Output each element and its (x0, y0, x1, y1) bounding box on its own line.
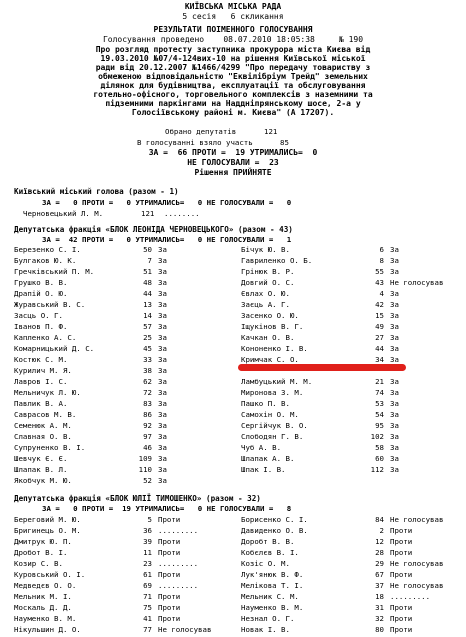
deputy-number: 102 (370, 432, 384, 441)
table-row (0, 333, 466, 344)
participated-label: В голосуванні взяло участь (137, 138, 253, 147)
deputy-name: Новак І. В. (241, 625, 290, 634)
totals-line: ЗА = 66 ПРОТИ = 19 УТРИМАЛИСЬ= 0 (148, 148, 318, 157)
deputy-number: 7 (147, 256, 152, 265)
deputy-vote: За (390, 344, 399, 353)
subject-line: 19.03.2010 №07/4-124вих-10 на рішення Київської міської (100, 54, 366, 63)
deputy-name: Кримчак С. О. (241, 355, 299, 364)
deputy-number: 43 (375, 278, 384, 287)
deputy-vote: За (158, 476, 167, 485)
deputy-number: 110 (138, 465, 152, 474)
deputy-vote: Не голосував (390, 278, 444, 287)
deputy-number: 77 (143, 625, 152, 634)
deputy-vote: За (158, 311, 167, 320)
deputy-number: 8 (379, 256, 384, 265)
deputy-vote: За (158, 300, 167, 309)
table-row (0, 399, 466, 410)
deputy-vote: ......... (390, 592, 431, 601)
table-row (0, 581, 466, 592)
participated-value: 85 (280, 138, 289, 147)
deputy-name: Мелікова Т. І. (241, 581, 304, 590)
deputy-name: Бригинець О. М. (14, 526, 81, 535)
deputy-number: 36 (143, 526, 152, 535)
deputy-number: 54 (375, 410, 384, 419)
deputy-number: 75 (143, 603, 152, 612)
deputy-number: 6 (379, 245, 384, 254)
deputy-name: Мельник С. М. (241, 592, 299, 601)
deputy-vote: Не голосував (390, 581, 444, 590)
deputy-vote: За (158, 432, 167, 441)
deputy-name: Мельник М. І. (14, 592, 72, 601)
deputy-vote: За (390, 465, 399, 474)
table-row (0, 278, 466, 289)
deputy-vote: Проти (158, 515, 181, 524)
deputy-vote: За (390, 267, 399, 276)
deputy-vote: За (158, 355, 167, 364)
deputy-name: Бічук Ю. В. (241, 245, 290, 254)
deputy-number: 80 (375, 625, 384, 634)
deputy-name: Куровський О. І. (14, 570, 86, 579)
deputy-number: 71 (143, 592, 152, 601)
deputy-number: 34 (375, 355, 384, 364)
deputy-number: 45 (143, 344, 152, 353)
deputy-vote: За (158, 322, 167, 331)
table-row (0, 476, 466, 487)
not-voted-line: НЕ ГОЛОСУВАЛИ = 23 (187, 158, 279, 167)
deputy-vote: За (158, 388, 167, 397)
deputy-name: Давиденко О. В. (241, 526, 308, 535)
deputy-number: 61 (143, 570, 152, 579)
deputy-name: Булгаков Ю. К. (14, 256, 77, 265)
deputy-vote: Не голосував (390, 559, 444, 568)
session-line: 5 сесія 6 скликання (182, 12, 284, 21)
deputy-number: 74 (375, 388, 384, 397)
deputy-name: Березенко С. І. (14, 245, 81, 254)
deputy-vote: За (390, 311, 399, 320)
table-row (0, 377, 466, 388)
deputy-name: Козіс О. М. (241, 559, 290, 568)
deputy-number: 44 (375, 344, 384, 353)
deputy-number: 72 (143, 388, 152, 397)
deputy-vote: ......... (158, 526, 199, 535)
table-row (0, 443, 466, 454)
deputy-vote: ......... (158, 581, 199, 590)
deputy-number: 48 (143, 278, 152, 287)
deputy-name: Кобєлєв В. І. (241, 548, 299, 557)
deputy-name: Якобчук М. Ю. (14, 476, 72, 485)
deputy-vote: Проти (390, 603, 413, 612)
deputy-number: 15 (375, 311, 384, 320)
table-row (0, 322, 466, 333)
deputy-number: 62 (143, 377, 152, 386)
council-title: КИЇВСЬКА МІСЬКА РАДА (184, 2, 282, 11)
subject-line: ділянок для будівництва, експлуатації та обслуговування (100, 81, 366, 90)
deputy-number: 92 (143, 421, 152, 430)
deputy-name: Костюк С. М. (14, 355, 68, 364)
subject-line: обмеженою відповідальністю "Еквілібріум Трейд" земельних (98, 72, 368, 81)
deputy-vote: Не голосував (390, 515, 444, 524)
deputy-name: Засць О. Г. (14, 311, 63, 320)
deputy-vote: За (390, 399, 399, 408)
deputy-vote: За (158, 377, 167, 386)
subject-line: Голосіївському районі м. Києва" (А 17207). (131, 108, 335, 117)
subject-line: готельно-офісного, торговельного комплексів з наземними та (93, 90, 373, 99)
deputy-number: 46 (143, 443, 152, 452)
table-row (0, 603, 466, 614)
deputy-vote: За (158, 454, 167, 463)
deputy-name: Ламбуцький М. М. (241, 377, 313, 386)
deputy-vote: За (390, 410, 399, 419)
elected-label: Обрано депутатів (165, 127, 237, 136)
deputy-number: 33 (143, 355, 152, 364)
deputy-name: Довгий О. С. (241, 278, 295, 287)
deputy-number: 109 (138, 454, 152, 463)
deputy-name: Дробот В. І. (14, 548, 68, 557)
deputy-name: Науменко В. М. (14, 614, 77, 623)
deputy-number: 50 (143, 245, 152, 254)
table-row (0, 592, 466, 603)
deputy-vote: Проти (390, 526, 413, 535)
deputy-name: Засенко О. Ю. (241, 311, 299, 320)
deputy-vote: Проти (390, 548, 413, 557)
deputy-number: 11 (143, 548, 152, 557)
deputy-name: Шлапак А. В. (241, 454, 295, 463)
table-row (0, 267, 466, 278)
deputy-name: Незнал О. Г. (241, 614, 295, 623)
deputy-vote: За (158, 256, 167, 265)
deputy-vote: За (158, 366, 167, 375)
deputy-number: 57 (143, 322, 152, 331)
deputy-number: 83 (143, 399, 152, 408)
faction2-totals: ЗА = 0 ПРОТИ = 19 УТРИМАЛИСЬ= 0 НЕ ГОЛОСУВАЛИ = 8 (42, 504, 292, 513)
deputy-number: 67 (375, 570, 384, 579)
deputy-name: Москаль Д. Д. (14, 603, 72, 612)
deputy-name: Черновецький Л. М. (23, 209, 104, 218)
deputy-name: Шпак І. В. (241, 465, 286, 474)
decision-line: Рішення ПРИЙНЯТЕ (194, 168, 272, 177)
deputy-name: Сергійчук В. О. (241, 421, 308, 430)
deputy-name: Славная О. В. (14, 432, 72, 441)
deputy-number: 38 (143, 366, 152, 375)
faction2-title: Депутатська фракція «БЛОК ЮЛІЇ ТИМОШЕНКО» (разом - 32) (14, 494, 261, 503)
table-row (0, 410, 466, 421)
deputy-number: 55 (375, 267, 384, 276)
deputy-number: 42 (375, 300, 384, 309)
deputy-vote: ......... (158, 559, 199, 568)
deputy-vote: За (158, 443, 167, 452)
deputy-vote: За (390, 300, 399, 309)
deputy-number: 39 (143, 537, 152, 546)
deputy-name: Іванов П. Ф. (14, 322, 68, 331)
subject-line: Про розгляд протесту заступника прокурора міста Києва від (95, 45, 371, 54)
deputy-number: 32 (375, 614, 384, 623)
deputy-number: 31 (375, 603, 384, 612)
deputy-name: Слободян Г. В. (241, 432, 304, 441)
deputy-number: 37 (375, 581, 384, 590)
table-row (0, 526, 466, 537)
table-row (0, 209, 466, 220)
deputy-vote: Проти (158, 592, 181, 601)
deputy-name: Лук'янюк В. Ф. (241, 570, 304, 579)
table-row (0, 421, 466, 432)
deputy-vote: За (158, 465, 167, 474)
deputy-vote: Проти (158, 570, 181, 579)
deputy-name: Шевчук Є. Є. (14, 454, 68, 463)
deputy-name: Кононенко І. В. (241, 344, 308, 353)
deputy-vote: За (390, 377, 399, 386)
deputy-name: Капленко А. С. (14, 333, 77, 342)
deputy-number: 18 (375, 592, 384, 601)
deputy-name: Борисенко С. І. (241, 515, 308, 524)
deputy-name: Драпій О. Ю. (14, 289, 68, 298)
deputy-name: Дмитрук Ю. П. (14, 537, 72, 546)
deputy-number: 52 (143, 476, 152, 485)
deputy-name: Миронова З. М. (241, 388, 304, 397)
deputy-name: Шлапак В. Л. (14, 465, 68, 474)
deputy-number: 27 (375, 333, 384, 342)
table-row (0, 289, 466, 300)
deputy-name: Павлик В. А. (14, 399, 68, 408)
deputy-number: 44 (143, 289, 152, 298)
deputy-vote: За (390, 388, 399, 397)
deputy-number: 60 (375, 454, 384, 463)
deputy-vote: Проти (158, 603, 181, 612)
deputy-name: Грінюк В. Р. (241, 267, 295, 276)
deputy-number: 23 (143, 559, 152, 568)
deputy-number: 4 (379, 289, 384, 298)
deputy-number: 28 (375, 548, 384, 557)
faction1-title: Депутатська фракція «БЛОК ЛЕОНІДА ЧЕРНОВЕЦЬКОГО» (разом - 43) (14, 225, 293, 234)
deputy-vote: За (158, 333, 167, 342)
deputy-name: Гавриленко О. Б. (241, 256, 313, 265)
deputy-name: Чуб А. В. (241, 443, 282, 452)
deputy-number: 12 (375, 537, 384, 546)
deputy-vote: За (158, 421, 167, 430)
deputy-name: Журавський В. С. (14, 300, 86, 309)
deputy-number: 21 (375, 377, 384, 386)
deputy-vote: Не голосував (158, 625, 212, 634)
deputy-number: 86 (143, 410, 152, 419)
deputy-vote: За (390, 322, 399, 331)
deputy-vote: За (158, 245, 167, 254)
deputy-name: Доробт В. В. (241, 537, 295, 546)
table-row (0, 614, 466, 625)
subject-line: ради від 20.12.2007 №1466/4299 "Про передачу товариству з (95, 63, 371, 72)
deputy-vote: За (158, 399, 167, 408)
table-row (0, 548, 466, 559)
deputy-number: 13 (143, 300, 152, 309)
deputy-name: Береговий М. Ю. (14, 515, 81, 524)
table-row (0, 388, 466, 399)
table-row (0, 344, 466, 355)
deputy-name: Курилич М. Я. (14, 366, 72, 375)
table-row (0, 311, 466, 322)
deputy-name: Нікульшин Д. О. (14, 625, 81, 634)
table-row (0, 625, 466, 636)
deputy-name: Гречківський П. М. (14, 267, 95, 276)
deputy-number: 49 (375, 322, 384, 331)
deputy-vote: За (390, 333, 399, 342)
deputy-vote: За (390, 432, 399, 441)
deputy-number: 112 (370, 465, 384, 474)
deputy-name: Науменко В. М. (241, 603, 304, 612)
deputy-name: Заєць А. Г. (241, 300, 290, 309)
deputy-vote: Проти (390, 537, 413, 546)
table-row (0, 515, 466, 526)
deputy-name: Євлах О. Ю. (241, 289, 290, 298)
table-row (0, 300, 466, 311)
deputy-number: 5 (147, 515, 152, 524)
deputy-vote: За (158, 410, 167, 419)
deputy-name: Козир С. В. (14, 559, 63, 568)
deputy-vote: За (390, 443, 399, 452)
deputy-number: 53 (375, 399, 384, 408)
deputy-vote: За (158, 267, 167, 276)
deputy-vote: За (390, 289, 399, 298)
deputy-name: Супруненко В. І. (14, 443, 86, 452)
deputy-vote: За (158, 289, 167, 298)
subject-line: підземними паркінгами на Надднiпрянському шосе, 2-а у (105, 99, 361, 108)
table-row (0, 570, 466, 581)
deputy-number: 14 (143, 311, 152, 320)
deputy-vote: Проти (158, 548, 181, 557)
deputy-number: 121 (141, 209, 155, 218)
mayor-section-totals: ЗА = 0 ПРОТИ = 0 УТРИМАЛИСЬ= 0 НЕ ГОЛОСУВАЛИ = 0 (42, 198, 292, 207)
deputy-vote: За (390, 355, 399, 364)
deputy-number: 41 (143, 614, 152, 623)
deputy-vote: За (390, 256, 399, 265)
table-row (0, 454, 466, 465)
deputy-vote: ........ (164, 209, 200, 218)
deputy-vote: За (390, 245, 399, 254)
deputy-name: Пашко П. В. (241, 399, 290, 408)
table-row (0, 465, 466, 476)
elected-value: 121 (264, 127, 278, 136)
deputy-number: 84 (375, 515, 384, 524)
deputy-name: Лавров І. С. (14, 377, 68, 386)
mayor-section-title: Київський міський голова (разом - 1) (14, 187, 179, 196)
deputy-vote: Проти (390, 625, 413, 634)
deputy-vote: За (390, 454, 399, 463)
deputy-name: Медведєв О. О. (14, 581, 77, 590)
table-row (0, 256, 466, 267)
table-row (0, 559, 466, 570)
deputy-number: 69 (143, 581, 152, 590)
deputy-vote: Проти (158, 537, 181, 546)
table-row (0, 537, 466, 548)
deputy-number: 2 (379, 526, 384, 535)
deputy-vote: Проти (390, 570, 413, 579)
deputy-name: Комарницький Д. С. (14, 344, 95, 353)
deputy-number: 51 (143, 267, 152, 276)
deputy-name: Грушко В. В. (14, 278, 68, 287)
deputy-number: 25 (143, 333, 152, 342)
deputy-name: Іщукінов В. Г. (241, 322, 304, 331)
deputy-vote: За (390, 421, 399, 430)
table-row (0, 245, 466, 256)
faction1-totals: ЗА = 42 ПРОТИ = 0 УТРИМАЛИСЬ= 0 НЕ ГОЛОСУВАЛИ = 1 (42, 235, 292, 244)
deputy-number: 97 (143, 432, 152, 441)
voting-datetime-line: Голосування проведено 08.07.2010 18:05:38 № 190 (102, 35, 364, 44)
deputy-name: Качкан О. В. (241, 333, 295, 342)
deputy-vote: За (158, 278, 167, 287)
deputy-name: Савраcов М. В. (14, 410, 77, 419)
deputy-vote: Проти (390, 614, 413, 623)
table-row (0, 432, 466, 443)
deputy-number: 58 (375, 443, 384, 452)
deputy-name: Семенюк А. М. (14, 421, 72, 430)
deputy-name: Мельничук Л. Ю. (14, 388, 81, 397)
deputy-name: Самохін О. М. (241, 410, 299, 419)
deputy-number: 95 (375, 421, 384, 430)
deputy-number: 29 (375, 559, 384, 568)
redaction-mark (238, 364, 406, 371)
deputy-vote: За (158, 344, 167, 353)
deputy-vote: Проти (158, 614, 181, 623)
results-title: РЕЗУЛЬТАТИ ПОІМЕННОГО ГОЛОСУВАННЯ (153, 25, 313, 34)
